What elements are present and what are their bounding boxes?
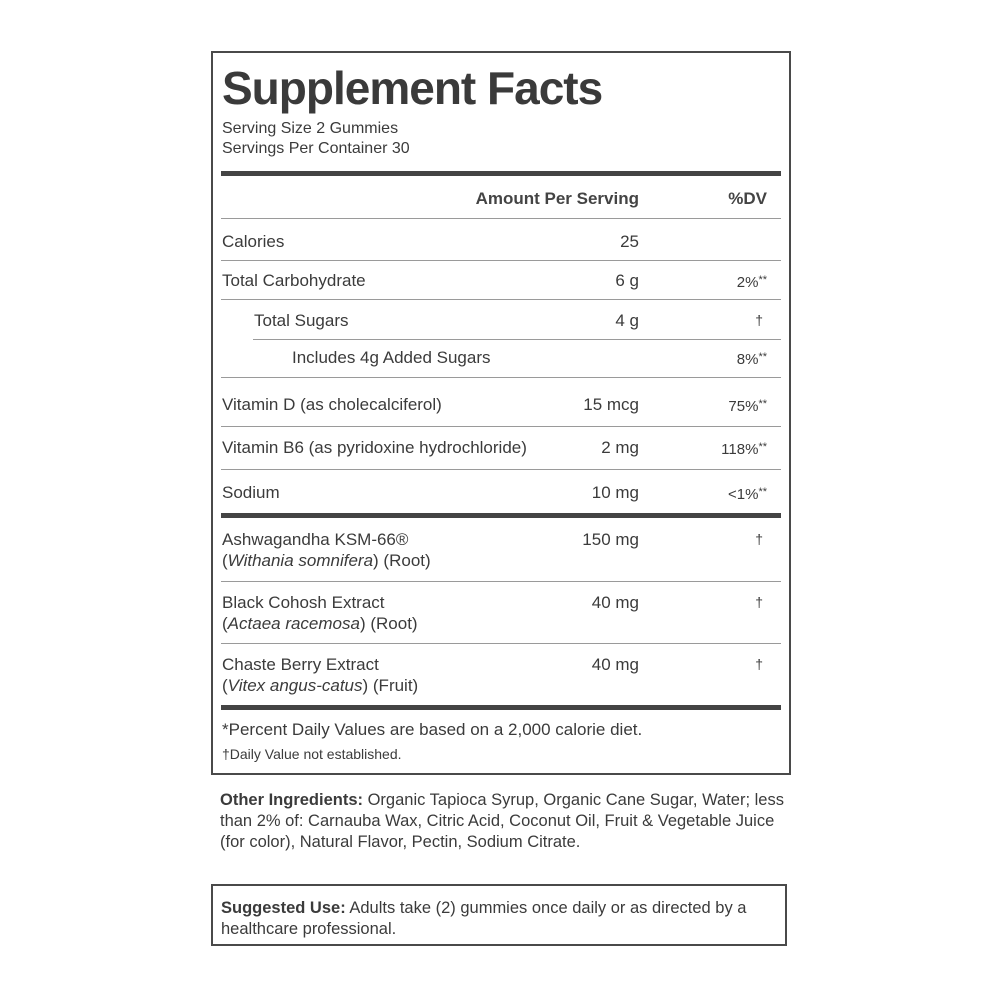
nutrient-name: Total Carbohydrate — [222, 271, 366, 290]
nutrient-dv: 2%** — [736, 274, 767, 291]
divider — [221, 299, 781, 300]
panel-title: Supplement Facts — [222, 62, 603, 114]
thick-rule-bottom — [221, 705, 781, 710]
divider — [221, 426, 781, 427]
ingredient-amount: 40 mg — [591, 655, 639, 674]
nutrient-name: Calories — [222, 232, 285, 251]
other-ingredients — [220, 790, 785, 853]
thick-rule-middle — [221, 513, 781, 518]
nutrient-name: Total Sugars — [254, 311, 349, 330]
nutrient-name: Sodium — [222, 483, 280, 502]
ingredient-amount: 150 mg — [582, 530, 639, 549]
ingredient-name: Ashwagandha KSM-66® (Withania somnifera) (Root) — [222, 530, 431, 570]
nutrient-amount: 25 — [620, 232, 639, 251]
supplement-facts-panel — [211, 51, 791, 775]
nutrient-dv: <1%** — [727, 486, 767, 503]
suggested-use-text: Adults take (2) gummies once daily or as directed by a healthcare professional. — [221, 899, 747, 938]
footnote-daily-values: *Percent Daily Values are based on a 2,000 calorie diet. — [222, 720, 643, 739]
divider — [221, 377, 781, 378]
nutrient-dv: 8%** — [736, 351, 767, 368]
nutrient-amount: 2 mg — [601, 438, 639, 457]
suggested-use-label: Suggested Use: — [221, 899, 346, 917]
ingredient-amount: 40 mg — [591, 593, 639, 612]
nutrient-amount: 10 mg — [591, 483, 639, 502]
other-ingredients-text: Organic Tapioca Syrup, Organic Cane Sugar, Water; less than 2% of: Carnauba Wax, Citric Acid, Coconut Oil, Fruit & Vegetable Juice (for color), Natural Flavor, Pectin, Sodium Citrate. — [220, 791, 784, 851]
nutrient-dv: 118%** — [721, 441, 767, 458]
header-dv: %DV — [728, 189, 767, 208]
ingredient-name: Black Cohosh Extract (Actaea racemosa) (Root) — [222, 593, 418, 633]
nutrient-name: Vitamin D (as cholecalciferol) — [222, 395, 442, 414]
nutrient-name: Vitamin B6 (as pyridoxine hydrochloride) — [222, 438, 527, 457]
divider — [253, 339, 781, 340]
divider — [221, 260, 781, 261]
nutrient-name: Includes 4g Added Sugars — [292, 348, 491, 367]
dagger-mark: † — [755, 594, 763, 610]
nutrient-amount: 15 mcg — [583, 395, 639, 414]
nutrient-amount: 6 g — [615, 271, 639, 290]
other-ingredients-label: Other Ingredients: — [220, 791, 364, 809]
thick-rule-top — [221, 171, 781, 176]
servings-per-container: Servings Per Container 30 — [222, 140, 410, 157]
nutrient-dv: 75%** — [728, 398, 767, 415]
ingredient-name: Chaste Berry Extract (Vitex angus-catus) (Fruit) — [222, 655, 419, 695]
divider — [221, 581, 781, 582]
nutrient-amount: 4 g — [615, 311, 639, 330]
divider — [221, 469, 781, 470]
dagger-mark: † — [755, 312, 763, 328]
dagger-mark: † — [755, 531, 763, 547]
suggested-use-box — [211, 884, 787, 946]
dagger-mark: † — [755, 656, 763, 672]
divider — [221, 218, 781, 219]
header-amount: Amount Per Serving — [475, 189, 639, 208]
serving-size: Serving Size 2 Gummies — [222, 120, 399, 137]
suggested-use — [221, 898, 776, 940]
divider — [221, 643, 781, 644]
footnote-dagger: †Daily Value not established. — [222, 746, 402, 762]
